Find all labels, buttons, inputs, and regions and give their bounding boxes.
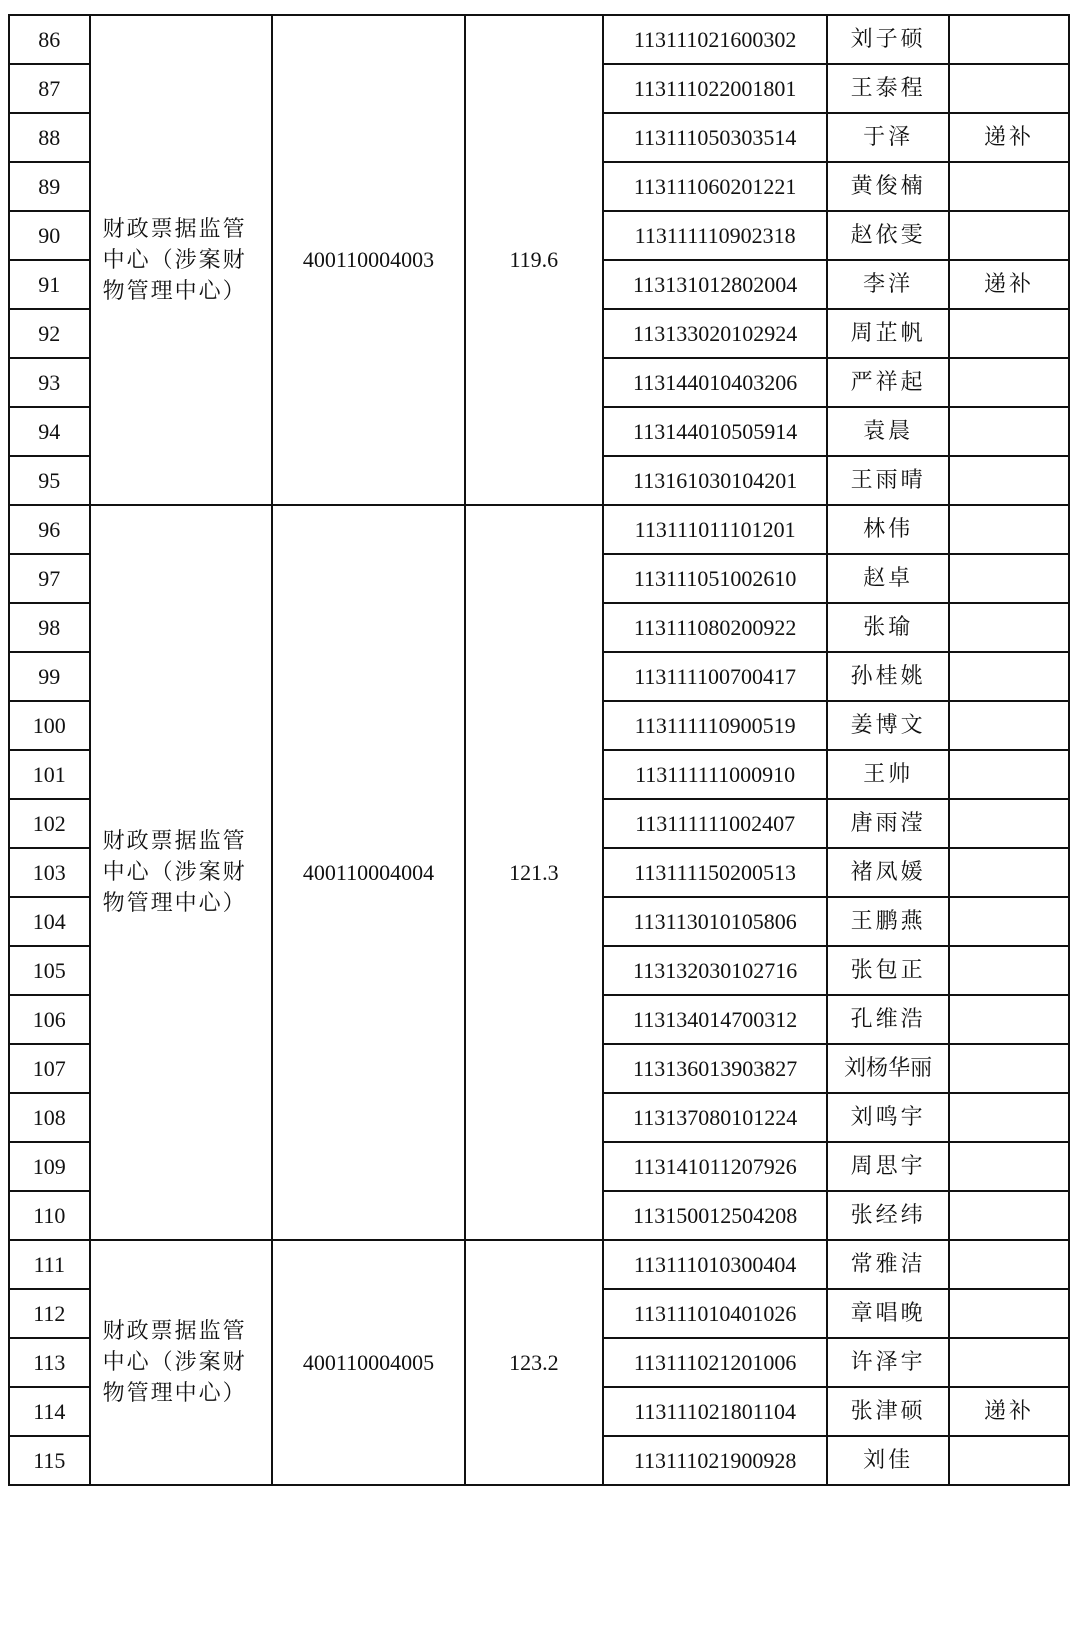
name-cell: 刘杨华丽 <box>827 1044 949 1093</box>
name-cell: 赵卓 <box>827 554 949 603</box>
exam-number-cell: 113111111000910 <box>603 750 827 799</box>
note-cell <box>949 1093 1069 1142</box>
seq-cell: 111 <box>9 1240 90 1289</box>
name-cell: 姜博文 <box>827 701 949 750</box>
note-cell <box>949 1191 1069 1240</box>
seq-cell: 98 <box>9 603 90 652</box>
unit-cell: 财政票据监管中心（涉案财物管理中心） <box>90 1240 273 1485</box>
seq-cell: 86 <box>9 15 90 64</box>
seq-cell: 88 <box>9 113 90 162</box>
note-cell: 递补 <box>949 260 1069 309</box>
name-cell: 常雅洁 <box>827 1240 949 1289</box>
min-score-cell: 123.2 <box>465 1240 603 1485</box>
exam-number-cell: 113111100700417 <box>603 652 827 701</box>
note-cell <box>949 407 1069 456</box>
name-cell: 周芷帆 <box>827 309 949 358</box>
name-cell: 袁晨 <box>827 407 949 456</box>
seq-cell: 94 <box>9 407 90 456</box>
exam-number-cell: 113111022001801 <box>603 64 827 113</box>
seq-cell: 115 <box>9 1436 90 1485</box>
exam-number-cell: 113111110900519 <box>603 701 827 750</box>
exam-number-cell: 113111010401026 <box>603 1289 827 1338</box>
seq-cell: 112 <box>9 1289 90 1338</box>
exam-number-cell: 113111111002407 <box>603 799 827 848</box>
seq-cell: 103 <box>9 848 90 897</box>
note-cell <box>949 1240 1069 1289</box>
note-cell: 递补 <box>949 113 1069 162</box>
note-cell <box>949 1436 1069 1485</box>
seq-cell: 87 <box>9 64 90 113</box>
exam-number-cell: 113111021900928 <box>603 1436 827 1485</box>
seq-cell: 100 <box>9 701 90 750</box>
name-cell: 王帅 <box>827 750 949 799</box>
exam-number-cell: 113111021600302 <box>603 15 827 64</box>
position-code-cell: 400110004005 <box>272 1240 464 1485</box>
name-cell: 王雨晴 <box>827 456 949 505</box>
exam-number-cell: 113137080101224 <box>603 1093 827 1142</box>
exam-number-cell: 113111080200922 <box>603 603 827 652</box>
name-cell: 林伟 <box>827 505 949 554</box>
note-cell <box>949 701 1069 750</box>
exam-number-cell: 113134014700312 <box>603 995 827 1044</box>
exam-number-cell: 113111011101201 <box>603 505 827 554</box>
note-cell <box>949 603 1069 652</box>
note-cell <box>949 1338 1069 1387</box>
exam-number-cell: 113133020102924 <box>603 309 827 358</box>
unit-cell: 财政票据监管中心（涉案财物管理中心） <box>90 15 273 505</box>
position-code-cell: 400110004003 <box>272 15 464 505</box>
note-cell <box>949 554 1069 603</box>
position-code-cell: 400110004004 <box>272 505 464 1240</box>
note-cell <box>949 456 1069 505</box>
note-cell <box>949 162 1069 211</box>
note-cell <box>949 897 1069 946</box>
name-cell: 王鹏燕 <box>827 897 949 946</box>
seq-cell: 95 <box>9 456 90 505</box>
name-cell: 刘子硕 <box>827 15 949 64</box>
seq-cell: 97 <box>9 554 90 603</box>
note-cell <box>949 1142 1069 1191</box>
note-cell <box>949 1044 1069 1093</box>
note-cell <box>949 505 1069 554</box>
table-row <box>9 1240 1069 1289</box>
seq-cell: 113 <box>9 1338 90 1387</box>
seq-cell: 101 <box>9 750 90 799</box>
seq-cell: 93 <box>9 358 90 407</box>
exam-number-cell: 113136013903827 <box>603 1044 827 1093</box>
min-score-cell: 121.3 <box>465 505 603 1240</box>
exam-number-cell: 113111050303514 <box>603 113 827 162</box>
seq-cell: 92 <box>9 309 90 358</box>
name-cell: 孔维浩 <box>827 995 949 1044</box>
seq-cell: 90 <box>9 211 90 260</box>
note-cell <box>949 15 1069 64</box>
exam-number-cell: 113111110902318 <box>603 211 827 260</box>
exam-number-cell: 113111150200513 <box>603 848 827 897</box>
name-cell: 张包正 <box>827 946 949 995</box>
exam-number-cell: 113150012504208 <box>603 1191 827 1240</box>
seq-cell: 99 <box>9 652 90 701</box>
note-cell <box>949 211 1069 260</box>
name-cell: 王泰程 <box>827 64 949 113</box>
table-body <box>9 15 1069 1485</box>
note-cell: 递补 <box>949 1387 1069 1436</box>
exam-number-cell: 113111021801104 <box>603 1387 827 1436</box>
note-cell <box>949 358 1069 407</box>
exam-number-cell: 113144010505914 <box>603 407 827 456</box>
seq-cell: 96 <box>9 505 90 554</box>
name-cell: 张瑜 <box>827 603 949 652</box>
candidate-table <box>8 14 1070 1486</box>
note-cell <box>949 750 1069 799</box>
name-cell: 严祥起 <box>827 358 949 407</box>
name-cell: 孙桂姚 <box>827 652 949 701</box>
name-cell: 许泽宇 <box>827 1338 949 1387</box>
seq-cell: 114 <box>9 1387 90 1436</box>
name-cell: 于泽 <box>827 113 949 162</box>
seq-cell: 102 <box>9 799 90 848</box>
note-cell <box>949 652 1069 701</box>
note-cell <box>949 946 1069 995</box>
exam-number-cell: 113161030104201 <box>603 456 827 505</box>
seq-cell: 105 <box>9 946 90 995</box>
note-cell <box>949 995 1069 1044</box>
seq-cell: 108 <box>9 1093 90 1142</box>
table-row <box>9 15 1069 64</box>
exam-number-cell: 113113010105806 <box>603 897 827 946</box>
note-cell <box>949 309 1069 358</box>
seq-cell: 109 <box>9 1142 90 1191</box>
name-cell: 赵依雯 <box>827 211 949 260</box>
exam-number-cell: 113111051002610 <box>603 554 827 603</box>
seq-cell: 91 <box>9 260 90 309</box>
exam-number-cell: 113111010300404 <box>603 1240 827 1289</box>
name-cell: 周思宇 <box>827 1142 949 1191</box>
name-cell: 张津硕 <box>827 1387 949 1436</box>
seq-cell: 106 <box>9 995 90 1044</box>
exam-number-cell: 113111021201006 <box>603 1338 827 1387</box>
name-cell: 刘佳 <box>827 1436 949 1485</box>
note-cell <box>949 1289 1069 1338</box>
name-cell: 章唱晚 <box>827 1289 949 1338</box>
exam-number-cell: 113132030102716 <box>603 946 827 995</box>
exam-number-cell: 113131012802004 <box>603 260 827 309</box>
exam-number-cell: 113141011207926 <box>603 1142 827 1191</box>
note-cell <box>949 799 1069 848</box>
name-cell: 唐雨滢 <box>827 799 949 848</box>
name-cell: 张经纬 <box>827 1191 949 1240</box>
note-cell <box>949 848 1069 897</box>
table-row <box>9 505 1069 554</box>
exam-number-cell: 113144010403206 <box>603 358 827 407</box>
unit-cell: 财政票据监管中心（涉案财物管理中心） <box>90 505 273 1240</box>
seq-cell: 89 <box>9 162 90 211</box>
exam-number-cell: 113111060201221 <box>603 162 827 211</box>
name-cell: 李洋 <box>827 260 949 309</box>
name-cell: 黄俊楠 <box>827 162 949 211</box>
seq-cell: 104 <box>9 897 90 946</box>
note-cell <box>949 64 1069 113</box>
name-cell: 褚凤媛 <box>827 848 949 897</box>
seq-cell: 107 <box>9 1044 90 1093</box>
seq-cell: 110 <box>9 1191 90 1240</box>
name-cell: 刘鸣宇 <box>827 1093 949 1142</box>
min-score-cell: 119.6 <box>465 15 603 505</box>
